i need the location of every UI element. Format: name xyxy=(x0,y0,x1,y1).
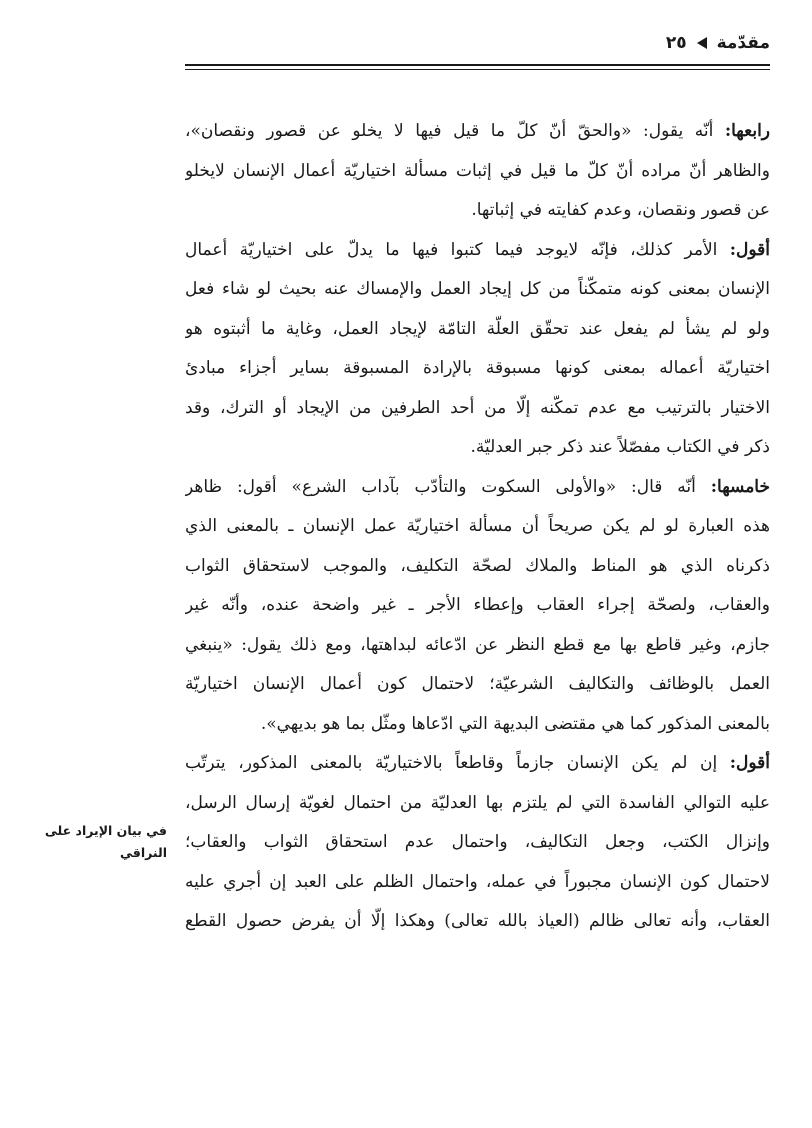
line-text: اختياريّة أعماله بمعنى كونها مسبوقة بالإرادة المسبوقة بساير أجزاء مبادئ xyxy=(185,358,770,378)
text-line-4 xyxy=(185,231,770,271)
section-title: مقدّمة xyxy=(716,33,770,53)
text-line-3 xyxy=(185,191,770,231)
header-rule-thick xyxy=(185,64,770,66)
line-text: عليه التوالي الفاسدة التي لم يلتزم بها العدليّة من احتمال لغويّة إرسال الرسل، xyxy=(185,792,770,813)
line-text: العقاب، وأنه تعالى ظالم (العياذ بالله تعالى) وهكذا إلّا أن يفرض حصول القطع xyxy=(185,911,770,931)
line-text: عن قصور ونقصان، وعدم كفايته في إثباتها. xyxy=(471,200,770,220)
body-text xyxy=(185,112,770,942)
text-line-16 xyxy=(185,705,770,745)
text-line-21 xyxy=(185,902,770,942)
line-text: وإنزال الكتب، وجعل التكاليف، واحتمال عدم استحقاق الثواب والعقاب؛ xyxy=(185,832,770,852)
line-text: أنّه قال: «والأولى السكوت والتأدّب بآداب الشرع» أقول: ظاهر xyxy=(185,476,711,497)
running-header xyxy=(185,26,770,60)
text-line-14 xyxy=(185,626,770,666)
line-text: لاحتمال كون الإنسان مجبوراً في عمله، واحتمال الظلم على العبد إن أجري عليه xyxy=(185,871,770,892)
text-line-1 xyxy=(185,112,770,152)
text-line-8 xyxy=(185,389,770,429)
text-line-17 xyxy=(185,744,770,784)
text-line-12 xyxy=(185,547,770,587)
page-number: ٢٥ xyxy=(665,33,687,53)
paragraph-lead: رابعها: xyxy=(724,121,770,141)
line-text: الإنسان بمعنى كونه متمكّناً من كل إيجاد العمل والإمساك عنه بحيث لو شاء فعل xyxy=(185,279,770,299)
line-text: الأمر كذلك، فإنّه لايوجد فيما كتبوا فيها ما يدلّ على اختياريّة أعمال xyxy=(185,239,730,260)
line-text: والظاهر أنّ مراده أنّ كلّ ما قيل في إثبات مسألة اختياريّة أعمال الإنسان لايخلو xyxy=(185,160,770,181)
paragraph-lead: أقول: xyxy=(729,239,770,260)
line-text: الاختيار بالترتيب مع عدم تمكّنه إلّا من أحد الطرفين من الإيجاد أو الترك، وقد xyxy=(185,397,770,418)
text-line-2 xyxy=(185,152,770,192)
line-text: أنّه يقول: «والحقّ أنّ كلّ ما قيل فيها لا يخلو عن قصور ونقصان»، xyxy=(185,121,725,141)
line-text: والعقاب، ولصحّة إجراء العقاب وإعطاء الأجر ـ غير واضحة عنده، وأنّه غير xyxy=(185,595,770,615)
header-rule-thin xyxy=(185,69,770,70)
text-line-19 xyxy=(185,823,770,863)
line-text: إن لم يكن الإنسان جازماً وقاطعاً بالاختياريّة بالمعنى المذكور، يترتّب xyxy=(185,753,730,773)
text-line-7 xyxy=(185,349,770,389)
text-line-15 xyxy=(185,665,770,705)
line-text: هذه العبارة لو لم يكن صريحاً أن مسألة اختياريّة عمل الإنسان ـ بالمعنى الذي xyxy=(185,516,770,536)
text-line-6 xyxy=(185,310,770,350)
paragraph-lead: أقول: xyxy=(729,753,770,773)
text-line-11 xyxy=(185,507,770,547)
line-text: ذكرناه الذي هو المناط والملاك لصحّة التكليف، والموجب لاستحقاق الثواب xyxy=(185,555,770,576)
arrow-left-icon xyxy=(697,37,707,49)
line-text: العمل بالوظائف والتكاليف الشرعيّة؛ لاحتمال كون أعمال الإنسان اختياريّة xyxy=(185,674,770,694)
margin-note-line-2: النراقي xyxy=(120,845,167,860)
text-line-13 xyxy=(185,586,770,626)
line-text: ولو لم يشأ لم يفعل عند تحقّق العلّة التامّة لإيجاد العمل، وغاية ما أثبتوه هو xyxy=(185,318,770,339)
margin-note xyxy=(22,820,167,864)
text-line-9 xyxy=(185,428,770,468)
margin-note-line-1: في بيان الإيراد على xyxy=(44,823,167,838)
text-line-18 xyxy=(185,784,770,824)
line-text: بالمعنى المذكور كما هي مقتضى البديهة التي ادّعاها ومثّل بما هو بديهي». xyxy=(260,713,770,734)
text-line-20 xyxy=(185,863,770,903)
line-text: جازم، وغير قاطع بها مع قطع النظر عن ادّعائه لبداهتها، ومع ذلك يقول: «ينبغي xyxy=(185,634,770,655)
line-text: ذكر في الكتاب مفصّلاً عند ذكر جبر العدليّة. xyxy=(470,437,770,457)
paragraph-lead: خامسها: xyxy=(710,476,770,497)
text-line-10 xyxy=(185,468,770,508)
text-line-5 xyxy=(185,270,770,310)
